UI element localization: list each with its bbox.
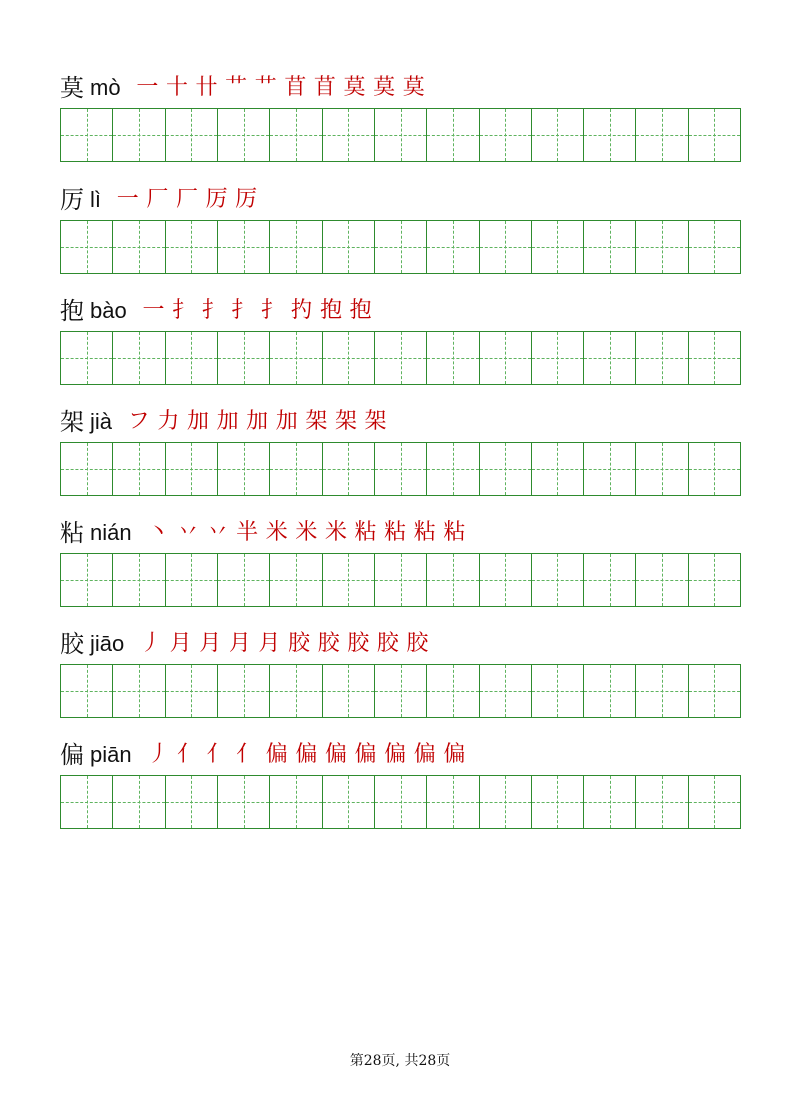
- grid-cell[interactable]: [166, 776, 218, 828]
- character-heading: [60, 513, 469, 547]
- pinyin: mò: [90, 75, 121, 100]
- grid-cell[interactable]: [323, 221, 375, 273]
- stroke-step: 架: [334, 409, 357, 434]
- stroke-step: フ: [127, 409, 150, 434]
- stroke-step: 一: [142, 298, 165, 323]
- pinyin: nián: [90, 520, 132, 545]
- grid-cell[interactable]: [532, 554, 584, 606]
- stroke-step: 扌: [260, 298, 283, 323]
- stroke-step: 亻: [206, 742, 229, 767]
- grid-cell[interactable]: [689, 332, 740, 384]
- character: 莫: [60, 74, 84, 102]
- stroke-order: [113, 186, 261, 214]
- grid-cell[interactable]: [532, 109, 584, 161]
- stroke-step: 加: [246, 409, 269, 434]
- grid-cell[interactable]: [61, 109, 113, 161]
- grid-cell[interactable]: [427, 665, 479, 717]
- character: 抱: [60, 297, 84, 325]
- stroke-step: 丷: [206, 520, 229, 545]
- stroke-step: 艹: [254, 75, 277, 100]
- grid-cell[interactable]: [218, 221, 270, 273]
- writing-grid: [60, 664, 741, 718]
- grid-cell[interactable]: [636, 776, 688, 828]
- character: 偏: [60, 741, 84, 769]
- stroke-step: 半: [236, 520, 259, 545]
- stroke-step: 扌: [231, 298, 254, 323]
- grid-cell[interactable]: [61, 443, 113, 495]
- grid-cell[interactable]: [532, 332, 584, 384]
- grid-cell[interactable]: [113, 332, 165, 384]
- character-heading: [60, 402, 390, 436]
- stroke-step: 厂: [146, 187, 169, 212]
- grid-cell[interactable]: [113, 554, 165, 606]
- grid-cell[interactable]: [636, 332, 688, 384]
- grid-cell[interactable]: [636, 109, 688, 161]
- grid-cell[interactable]: [375, 221, 427, 273]
- stroke-step: 偏: [354, 742, 377, 767]
- writing-grid: [60, 108, 741, 162]
- grid-cell[interactable]: [218, 665, 270, 717]
- stroke-step: 胶: [317, 631, 340, 656]
- grid-cell[interactable]: [480, 332, 532, 384]
- grid-cell[interactable]: [166, 554, 218, 606]
- grid-cell[interactable]: [61, 332, 113, 384]
- character: 架: [60, 408, 84, 436]
- grid-cell[interactable]: [584, 776, 636, 828]
- grid-cell[interactable]: [375, 554, 427, 606]
- grid-cell[interactable]: [375, 332, 427, 384]
- grid-cell[interactable]: [166, 332, 218, 384]
- writing-grid: [60, 442, 741, 496]
- grid-cell[interactable]: [689, 665, 740, 717]
- grid-cell[interactable]: [166, 221, 218, 273]
- stroke-step: 胶: [288, 631, 311, 656]
- character-heading: [60, 68, 429, 102]
- stroke-step: 十: [165, 75, 188, 100]
- grid-cell[interactable]: [61, 554, 113, 606]
- stroke-step: 月: [228, 631, 251, 656]
- grid-cell[interactable]: [584, 665, 636, 717]
- character: 厉: [60, 186, 84, 214]
- grid-cell[interactable]: [323, 665, 375, 717]
- stroke-step: 月: [258, 631, 281, 656]
- stroke-step: 莫: [373, 75, 396, 100]
- pinyin: lì: [90, 187, 101, 212]
- grid-cell[interactable]: [270, 109, 322, 161]
- stroke-step: 偏: [443, 742, 466, 767]
- grid-cell[interactable]: [323, 554, 375, 606]
- grid-cell[interactable]: [480, 776, 532, 828]
- stroke-step: 厉: [235, 187, 258, 212]
- stroke-step: 偏: [265, 742, 288, 767]
- stroke-order: [144, 519, 470, 547]
- character-heading: [60, 291, 375, 325]
- stroke-step: 亻: [176, 742, 199, 767]
- pinyin: jiāo: [90, 631, 125, 656]
- stroke-step: 架: [305, 409, 328, 434]
- grid-cell[interactable]: [480, 665, 532, 717]
- grid-cell[interactable]: [375, 109, 427, 161]
- grid-cell[interactable]: [270, 443, 322, 495]
- grid-cell[interactable]: [166, 665, 218, 717]
- grid-cell[interactable]: [61, 776, 113, 828]
- stroke-step: 苜: [284, 75, 307, 100]
- stroke-step: 偏: [384, 742, 407, 767]
- grid-cell[interactable]: [480, 554, 532, 606]
- grid-cell[interactable]: [636, 443, 688, 495]
- character-heading: [60, 180, 261, 214]
- pinyin: jià: [90, 409, 113, 434]
- grid-cell[interactable]: [61, 221, 113, 273]
- grid-cell[interactable]: [689, 221, 740, 273]
- stroke-step: 抱: [349, 298, 372, 323]
- grid-cell[interactable]: [375, 776, 427, 828]
- grid-cell[interactable]: [270, 665, 322, 717]
- character: 粘: [60, 519, 84, 547]
- stroke-step: 加: [216, 409, 239, 434]
- grid-cell[interactable]: [218, 776, 270, 828]
- writing-grid: [60, 553, 741, 607]
- grid-cell[interactable]: [166, 443, 218, 495]
- stroke-step: 力: [157, 409, 180, 434]
- grid-cell[interactable]: [61, 665, 113, 717]
- stroke-step: 米: [295, 520, 318, 545]
- grid-cell[interactable]: [375, 665, 427, 717]
- grid-cell[interactable]: [636, 665, 688, 717]
- grid-cell[interactable]: [584, 554, 636, 606]
- writing-grid: [60, 775, 741, 829]
- grid-cell[interactable]: [270, 221, 322, 273]
- stroke-step: 亻: [236, 742, 259, 767]
- stroke-step: 一: [116, 187, 139, 212]
- stroke-step: 扌: [201, 298, 224, 323]
- grid-cell[interactable]: [427, 221, 479, 273]
- grid-cell[interactable]: [113, 665, 165, 717]
- stroke-step: 丿: [140, 631, 163, 656]
- grid-cell[interactable]: [218, 554, 270, 606]
- grid-cell[interactable]: [427, 443, 479, 495]
- grid-cell[interactable]: [323, 443, 375, 495]
- stroke-step: 莫: [343, 75, 366, 100]
- grid-cell[interactable]: [218, 443, 270, 495]
- stroke-step: 胶: [406, 631, 429, 656]
- stroke-step: 苜: [313, 75, 336, 100]
- stroke-step: 月: [169, 631, 192, 656]
- stroke-step: 偏: [324, 742, 347, 767]
- grid-cell[interactable]: [532, 221, 584, 273]
- stroke-order: [144, 741, 470, 769]
- grid-cell[interactable]: [427, 776, 479, 828]
- grid-cell[interactable]: [636, 554, 688, 606]
- stroke-step: 架: [364, 409, 387, 434]
- stroke-step: 厉: [205, 187, 228, 212]
- grid-cell[interactable]: [689, 776, 740, 828]
- grid-cell[interactable]: [584, 443, 636, 495]
- stroke-step: 扚: [290, 298, 313, 323]
- grid-cell[interactable]: [689, 554, 740, 606]
- stroke-step: 加: [186, 409, 209, 434]
- grid-cell[interactable]: [480, 109, 532, 161]
- pinyin: piān: [90, 742, 132, 767]
- grid-cell[interactable]: [323, 332, 375, 384]
- stroke-step: 丶: [147, 520, 170, 545]
- stroke-step: 粘: [443, 520, 466, 545]
- stroke-step: 偏: [413, 742, 436, 767]
- grid-cell[interactable]: [113, 776, 165, 828]
- character: 胶: [60, 630, 84, 658]
- stroke-step: 艹: [225, 75, 248, 100]
- stroke-step: 抱: [320, 298, 343, 323]
- grid-cell[interactable]: [532, 443, 584, 495]
- grid-cell[interactable]: [532, 665, 584, 717]
- grid-cell[interactable]: [113, 109, 165, 161]
- grid-cell[interactable]: [689, 443, 740, 495]
- grid-cell[interactable]: [480, 221, 532, 273]
- stroke-step: 丿: [147, 742, 170, 767]
- stroke-step: 一: [136, 75, 159, 100]
- grid-cell[interactable]: [323, 776, 375, 828]
- grid-cell[interactable]: [270, 332, 322, 384]
- stroke-step: 粘: [354, 520, 377, 545]
- stroke-step: 胶: [376, 631, 399, 656]
- stroke-step: 卄: [195, 75, 218, 100]
- grid-cell[interactable]: [689, 109, 740, 161]
- stroke-order: [139, 297, 376, 325]
- stroke-step: 胶: [347, 631, 370, 656]
- stroke-order: [133, 74, 429, 102]
- stroke-step: 粘: [413, 520, 436, 545]
- writing-grid: [60, 331, 741, 385]
- stroke-step: 偏: [295, 742, 318, 767]
- grid-cell[interactable]: [218, 109, 270, 161]
- grid-cell[interactable]: [480, 443, 532, 495]
- grid-cell[interactable]: [584, 221, 636, 273]
- grid-cell[interactable]: [584, 109, 636, 161]
- character-heading: [60, 624, 432, 658]
- grid-cell[interactable]: [218, 332, 270, 384]
- page-footer: 第28页, 共28页: [349, 1053, 451, 1069]
- grid-cell[interactable]: [113, 443, 165, 495]
- stroke-step: 丷: [176, 520, 199, 545]
- stroke-step: 米: [265, 520, 288, 545]
- stroke-step: 米: [324, 520, 347, 545]
- grid-cell[interactable]: [323, 109, 375, 161]
- grid-cell[interactable]: [427, 554, 479, 606]
- stroke-step: 加: [275, 409, 298, 434]
- grid-cell[interactable]: [636, 221, 688, 273]
- grid-cell[interactable]: [166, 109, 218, 161]
- grid-cell[interactable]: [427, 332, 479, 384]
- writing-grid: [60, 220, 741, 274]
- stroke-step: 粘: [384, 520, 407, 545]
- pinyin: bào: [90, 298, 127, 323]
- stroke-step: 扌: [172, 298, 195, 323]
- stroke-step: 厂: [175, 187, 198, 212]
- grid-cell[interactable]: [532, 776, 584, 828]
- stroke-order: [136, 630, 432, 658]
- grid-cell[interactable]: [427, 109, 479, 161]
- grid-cell[interactable]: [270, 554, 322, 606]
- stroke-step: 月: [199, 631, 222, 656]
- grid-cell[interactable]: [113, 221, 165, 273]
- grid-cell[interactable]: [375, 443, 427, 495]
- character-heading: [60, 735, 469, 769]
- stroke-order: [124, 408, 390, 436]
- grid-cell[interactable]: [270, 776, 322, 828]
- stroke-step: 莫: [402, 75, 425, 100]
- grid-cell[interactable]: [584, 332, 636, 384]
